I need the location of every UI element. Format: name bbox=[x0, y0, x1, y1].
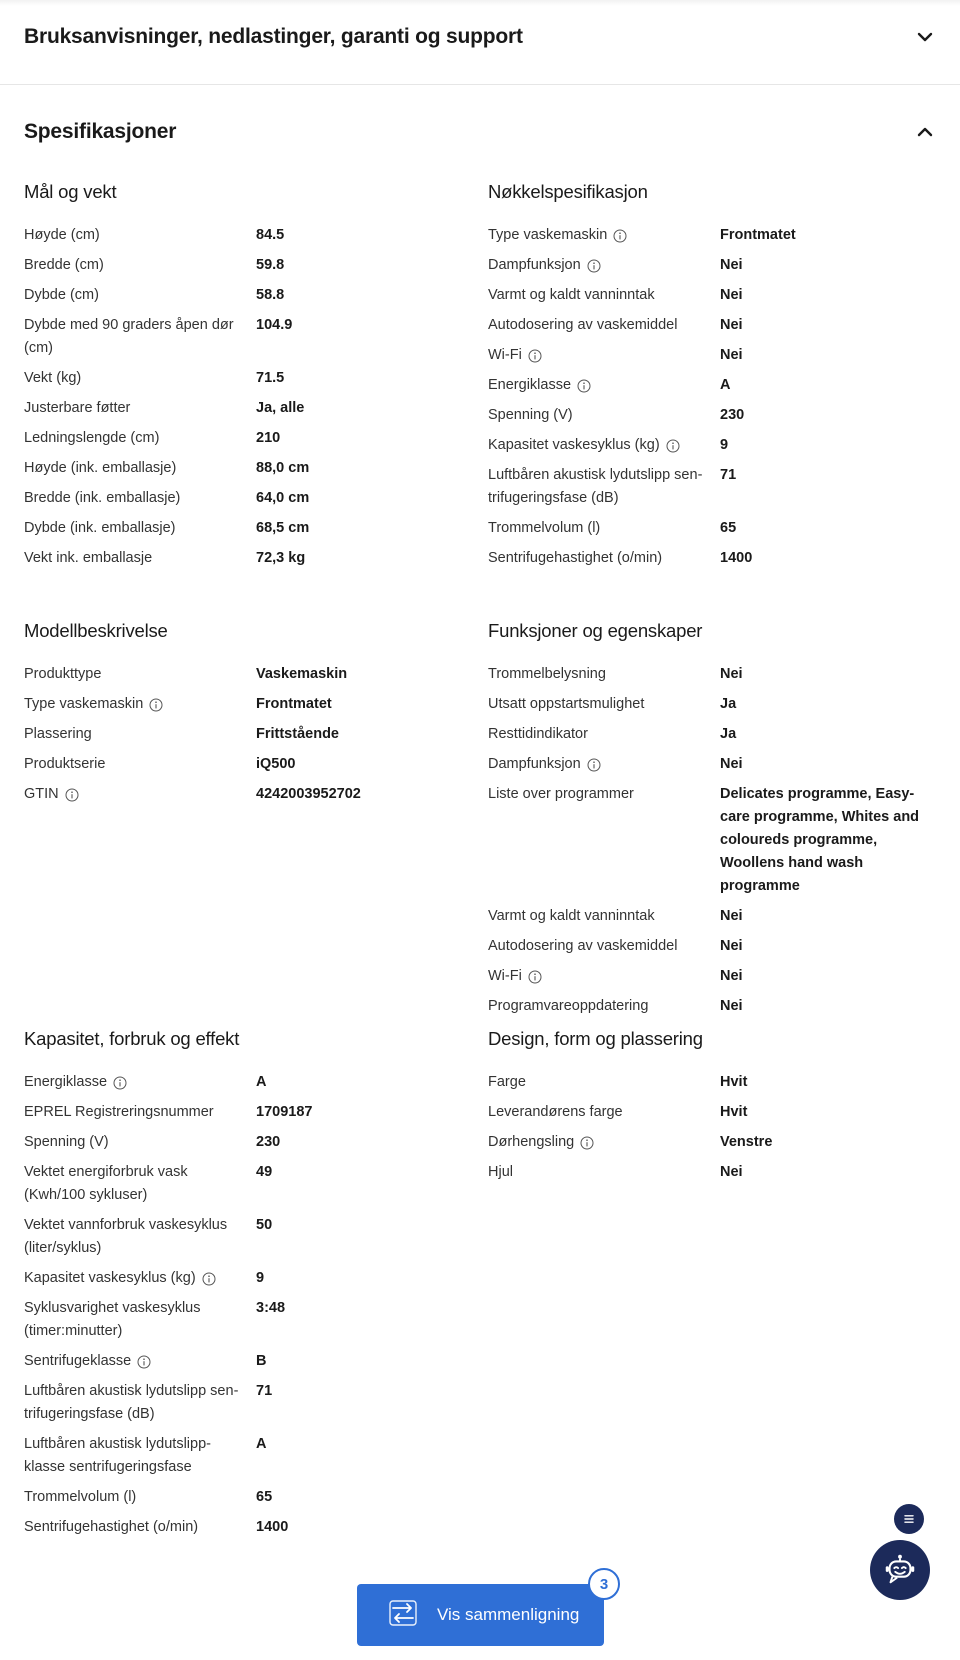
compare-arrows-icon bbox=[387, 1597, 419, 1634]
spec-label-text: Dørhengsling bbox=[488, 1133, 575, 1150]
spec-value: iQ500 bbox=[256, 755, 296, 772]
info-icon[interactable] bbox=[613, 229, 627, 243]
spec-group-design bbox=[488, 1025, 928, 1187]
spec-label-text: Trommelvolum (l) bbox=[488, 519, 601, 536]
spec-label-text: Liste over programmer bbox=[488, 785, 634, 802]
spec-row-plassering bbox=[24, 719, 464, 749]
spec-label bbox=[488, 663, 720, 686]
spec-value: 71 bbox=[720, 466, 737, 483]
spec-value: A bbox=[256, 1435, 267, 1452]
spec-label bbox=[488, 464, 720, 510]
spec-label-text: Energiklasse bbox=[24, 1073, 108, 1090]
spec-label bbox=[488, 1101, 720, 1124]
spec-row-sentrifugehastighet-o-min bbox=[488, 543, 928, 573]
spec-label-text: Type vaskemaskin bbox=[24, 695, 144, 712]
spec-label-text: Energiklasse bbox=[488, 376, 572, 393]
spec-value: 72,3 kg bbox=[256, 549, 306, 566]
spec-row-wi-fi bbox=[488, 340, 928, 370]
spec-label bbox=[488, 1161, 720, 1184]
spec-label bbox=[488, 1131, 720, 1154]
spec-group-capacity bbox=[24, 1025, 464, 1542]
accordion-specs-title: Spesifikasjoner bbox=[24, 120, 177, 143]
spec-label-text: Vektet energiforbruk vask (Kwh/100 sykluser) bbox=[24, 1163, 188, 1203]
spec-value: 65 bbox=[256, 1488, 273, 1505]
spec-value: 1400 bbox=[720, 549, 753, 566]
spec-label bbox=[24, 224, 256, 247]
spec-group-title: Design, form og plassering bbox=[488, 1028, 703, 1049]
spec-label bbox=[24, 487, 256, 510]
spec-row-vekt-ink-emballasje bbox=[24, 543, 464, 573]
spec-value: Vaskemaskin bbox=[256, 665, 348, 682]
spec-label bbox=[24, 783, 256, 806]
spec-label-text: Autodosering av vaskemiddel bbox=[488, 937, 678, 954]
spec-label-text: Wi-Fi bbox=[488, 967, 522, 984]
spec-label bbox=[24, 1433, 256, 1479]
spec-row-produktserie bbox=[24, 749, 464, 779]
spec-label-text: Produktserie bbox=[24, 755, 106, 772]
spec-row-varmt-og-kaldt-vanninntak bbox=[488, 901, 928, 931]
spec-row-autodosering-av-vaskemiddel bbox=[488, 310, 928, 340]
spec-label-text: Produkttype bbox=[24, 665, 102, 682]
menu-icon bbox=[901, 1511, 917, 1527]
spec-label bbox=[488, 995, 720, 1018]
spec-label bbox=[24, 367, 256, 390]
spec-label bbox=[24, 1380, 256, 1426]
spec-value: Delicates programme, Easy-care programme, Whites and coloureds programme, Woollens hand wash programme bbox=[720, 785, 920, 894]
spec-label bbox=[24, 1101, 256, 1124]
spec-label-text: Resttidindikator bbox=[488, 725, 588, 742]
spec-row-trommelvolum-l bbox=[24, 1482, 464, 1512]
spec-label bbox=[24, 1071, 256, 1094]
spec-label-text: Ledningslengde (cm) bbox=[24, 429, 160, 446]
spec-row-spenning-v bbox=[24, 1127, 464, 1157]
spec-label-text: Vektet vannforbruk vaskesyklus (liter/syklus) bbox=[24, 1216, 228, 1256]
spec-value: 1709187 bbox=[256, 1103, 313, 1120]
spec-label-text: Leverandørens farge bbox=[488, 1103, 623, 1120]
chevron-up-icon[interactable] bbox=[914, 121, 936, 143]
spec-row-trommelbelysning bbox=[488, 659, 928, 689]
spec-value: Nei bbox=[720, 286, 743, 303]
spec-label-text: Luftbåren akustisk lydutslipp sen-trifugeringsfase (dB) bbox=[488, 466, 703, 506]
spec-value: A bbox=[256, 1073, 267, 1090]
spec-value: Frontmatet bbox=[720, 226, 796, 243]
spec-value: 71.5 bbox=[256, 369, 285, 386]
spec-label-text: Spenning (V) bbox=[24, 1133, 109, 1150]
spec-label-text: Vekt ink. emballasje bbox=[24, 549, 153, 566]
spec-row-sentrifugeklasse bbox=[24, 1346, 464, 1376]
spec-label-text: Wi-Fi bbox=[488, 346, 522, 363]
spec-label bbox=[24, 663, 256, 686]
chevron-down-icon[interactable] bbox=[914, 26, 936, 48]
spec-row-programvareoppdatering bbox=[488, 991, 928, 1021]
compare-button[interactable] bbox=[357, 1584, 604, 1646]
spec-row-justerbare-f-tter bbox=[24, 393, 464, 423]
spec-value: Nei bbox=[720, 665, 743, 682]
spec-group-key-specs bbox=[488, 178, 928, 573]
spec-label-text: Sentrifugehastighet (o/min) bbox=[488, 549, 663, 566]
spec-label bbox=[24, 1486, 256, 1509]
spec-label bbox=[488, 314, 720, 337]
spec-value: B bbox=[256, 1352, 267, 1369]
spec-label-text: Trommelvolum (l) bbox=[24, 1488, 137, 1505]
spec-label bbox=[488, 224, 720, 247]
spec-row-leverand-rens-farge bbox=[488, 1097, 928, 1127]
spec-label-text: Spenning (V) bbox=[488, 406, 573, 423]
spec-row-luftb-ren-akustisk-lydutslipp-sen-trifugeringsfase-db bbox=[24, 1376, 464, 1429]
spec-group-dimensions bbox=[24, 178, 464, 573]
spec-row-luftb-ren-akustisk-lydutslipp-sen-trifugeringsfase-db bbox=[488, 460, 928, 513]
info-icon[interactable] bbox=[587, 259, 601, 273]
spec-value: 49 bbox=[256, 1163, 273, 1180]
compare-count-badge: 3 bbox=[588, 1568, 620, 1600]
spec-row-ledningslengde-cm bbox=[24, 423, 464, 453]
spec-value: 230 bbox=[256, 1133, 281, 1150]
spec-label-text: Dampfunksjon bbox=[488, 256, 581, 273]
spec-label bbox=[24, 723, 256, 746]
spec-value: Nei bbox=[720, 1163, 743, 1180]
spec-value: 68,5 cm bbox=[256, 519, 310, 536]
spec-row-dybde-cm bbox=[24, 280, 464, 310]
spec-label-text: Bredde (ink. emballasje) bbox=[24, 489, 181, 506]
spec-value: 210 bbox=[256, 429, 281, 446]
spec-value: 58.8 bbox=[256, 286, 285, 303]
menu-button[interactable] bbox=[894, 1504, 924, 1534]
spec-label-text: Dybde (cm) bbox=[24, 286, 99, 303]
spec-label-text: Autodosering av vaskemiddel bbox=[488, 316, 678, 333]
spec-label bbox=[488, 434, 720, 457]
spec-row-bredde-cm bbox=[24, 250, 464, 280]
spec-group-title: Funksjoner og egenskaper bbox=[488, 620, 703, 641]
spec-value: 84.5 bbox=[256, 226, 285, 243]
spec-value: Ja bbox=[720, 695, 737, 712]
spec-value: 4242003952702 bbox=[256, 785, 361, 802]
spec-value: 3:48 bbox=[256, 1299, 286, 1316]
spec-row-kapasitet-vaskesyklus-kg bbox=[24, 1263, 464, 1293]
spec-label-text: Syklusvarighet vaskesyklus (timer:minutter) bbox=[24, 1299, 201, 1339]
spec-row-dampfunksjon bbox=[488, 250, 928, 280]
spec-label-text: Kapasitet vaskesyklus (kg) bbox=[488, 436, 660, 453]
spec-value: Nei bbox=[720, 937, 743, 954]
spec-value: 9 bbox=[256, 1269, 265, 1286]
spec-label bbox=[24, 254, 256, 277]
spec-row-dampfunksjon bbox=[488, 749, 928, 779]
spec-value: Nei bbox=[720, 907, 743, 924]
spec-row-syklusvarighet-vaskesyklus-timer-minutter bbox=[24, 1293, 464, 1346]
info-icon[interactable] bbox=[580, 1136, 594, 1150]
spec-label-text: Luftbåren akustisk lydutslipp sen-trifugeringsfase (dB) bbox=[24, 1382, 239, 1422]
spec-value: 88,0 cm bbox=[256, 459, 310, 476]
compare-button-label: Vis sammenligning bbox=[437, 1605, 580, 1624]
spec-label bbox=[24, 314, 256, 360]
spec-label bbox=[24, 427, 256, 450]
spec-group-model bbox=[24, 617, 464, 809]
spec-row-liste-over-programmer bbox=[488, 779, 928, 901]
spec-row-eprel-registreringsnummer bbox=[24, 1097, 464, 1127]
info-icon[interactable] bbox=[65, 788, 79, 802]
spec-value: Nei bbox=[720, 755, 743, 772]
spec-row-d-rhengsling bbox=[488, 1127, 928, 1157]
spec-label bbox=[24, 457, 256, 480]
spec-label bbox=[488, 1071, 720, 1094]
spec-label bbox=[24, 693, 256, 716]
assistant-button[interactable] bbox=[870, 1540, 930, 1600]
spec-label bbox=[24, 547, 256, 570]
spec-label-text: Luftbåren akustisk lydutslipp-klasse sentrifugeringsfase bbox=[24, 1435, 211, 1475]
spec-row-luftb-ren-akustisk-lydutslipp-klasse-sentrifugeringsfase bbox=[24, 1429, 464, 1482]
info-icon[interactable] bbox=[666, 439, 680, 453]
spec-row-vektet-energiforbruk-vask-kwh-100-sykluser bbox=[24, 1157, 464, 1210]
spec-row-varmt-og-kaldt-vanninntak bbox=[488, 280, 928, 310]
accordion-specs-header[interactable] bbox=[24, 115, 936, 149]
spec-label bbox=[24, 517, 256, 540]
spec-value: Nei bbox=[720, 967, 743, 984]
spec-row-sentrifugehastighet-o-min bbox=[24, 1512, 464, 1542]
spec-label-text: Dybde med 90 graders åpen dør (cm) bbox=[24, 316, 234, 356]
spec-row-dybde-med-90-graders-pen-d-r-cm bbox=[24, 310, 464, 363]
spec-label-text: Utsatt oppstartsmulighet bbox=[488, 695, 645, 712]
spec-group-title: Mål og vekt bbox=[24, 181, 117, 202]
spec-label bbox=[488, 753, 720, 776]
spec-group-functions bbox=[488, 617, 928, 1021]
info-icon[interactable] bbox=[202, 1272, 216, 1286]
spec-row-utsatt-oppstartsmulighet bbox=[488, 689, 928, 719]
info-icon[interactable] bbox=[528, 349, 542, 363]
spec-label-text: Farge bbox=[488, 1073, 526, 1090]
spec-label bbox=[488, 344, 720, 367]
spec-row-type-vaskemaskin bbox=[24, 689, 464, 719]
spec-value: 1400 bbox=[256, 1518, 289, 1535]
spec-label bbox=[488, 254, 720, 277]
spec-label bbox=[24, 397, 256, 420]
spec-value: Nei bbox=[720, 346, 743, 363]
spec-value: Frittstående bbox=[256, 725, 339, 742]
spec-label-text: Høyde (cm) bbox=[24, 226, 100, 243]
spec-label-text: Varmt og kaldt vanninntak bbox=[488, 286, 655, 303]
spec-value: Nei bbox=[720, 316, 743, 333]
spec-row-gtin bbox=[24, 779, 464, 809]
top-shadow bbox=[0, 0, 960, 6]
spec-label bbox=[488, 693, 720, 716]
spec-label bbox=[488, 517, 720, 540]
spec-row-farge bbox=[488, 1067, 928, 1097]
section-divider bbox=[0, 84, 960, 85]
spec-label bbox=[24, 1161, 256, 1207]
spec-value: 71 bbox=[256, 1382, 273, 1399]
spec-value: Ja, alle bbox=[256, 399, 305, 416]
spec-label bbox=[24, 753, 256, 776]
spec-label bbox=[24, 284, 256, 307]
spec-label-text: GTIN bbox=[24, 785, 59, 802]
spec-value: 50 bbox=[256, 1216, 273, 1233]
spec-label-text: Hjul bbox=[488, 1163, 513, 1180]
spec-label bbox=[24, 1516, 256, 1539]
spec-value: Nei bbox=[720, 997, 743, 1014]
spec-row-h-yde-cm bbox=[24, 220, 464, 250]
spec-label-text: Plassering bbox=[24, 725, 92, 742]
spec-label bbox=[488, 905, 720, 928]
spec-label bbox=[488, 723, 720, 746]
spec-label bbox=[488, 783, 720, 806]
spec-row-energiklasse bbox=[24, 1067, 464, 1097]
spec-label-text: EPREL Registreringsnummer bbox=[24, 1103, 214, 1120]
spec-label-text: Sentrifugeklasse bbox=[24, 1352, 132, 1369]
spec-row-spenning-v bbox=[488, 400, 928, 430]
spec-value: 230 bbox=[720, 406, 745, 423]
accordion-manuals-header[interactable] bbox=[24, 20, 936, 54]
spec-row-produkttype bbox=[24, 659, 464, 689]
spec-value: 65 bbox=[720, 519, 737, 536]
spec-row-trommelvolum-l bbox=[488, 513, 928, 543]
info-icon[interactable] bbox=[577, 379, 591, 393]
spec-value: 104.9 bbox=[256, 316, 293, 333]
spec-label-text: Sentrifugehastighet (o/min) bbox=[24, 1518, 199, 1535]
spec-label-text: Dampfunksjon bbox=[488, 755, 581, 772]
spec-label bbox=[488, 284, 720, 307]
accordion-manuals-title: Bruksanvisninger, nedlastinger, garanti og support bbox=[24, 25, 523, 48]
spec-row-hjul bbox=[488, 1157, 928, 1187]
spec-value: Venstre bbox=[720, 1133, 773, 1150]
info-icon[interactable] bbox=[587, 758, 601, 772]
spec-value: 9 bbox=[720, 436, 729, 453]
spec-label-text: Trommelbelysning bbox=[488, 665, 606, 682]
spec-row-bredde-ink-emballasje bbox=[24, 483, 464, 513]
spec-value: A bbox=[720, 376, 731, 393]
spec-label bbox=[24, 1297, 256, 1343]
spec-label bbox=[488, 935, 720, 958]
info-icon[interactable] bbox=[137, 1355, 151, 1369]
spec-label bbox=[488, 547, 720, 570]
assistant-bot-icon bbox=[881, 1551, 919, 1589]
info-icon[interactable] bbox=[113, 1076, 127, 1090]
spec-label-text: Bredde (cm) bbox=[24, 256, 104, 273]
spec-label-text: Høyde (ink. emballasje) bbox=[24, 459, 177, 476]
spec-value: 64,0 cm bbox=[256, 489, 310, 506]
spec-value: Hvit bbox=[720, 1073, 748, 1090]
info-icon[interactable] bbox=[528, 970, 542, 984]
spec-group-title: Kapasitet, forbruk og effekt bbox=[24, 1028, 240, 1049]
info-icon[interactable] bbox=[149, 698, 163, 712]
spec-value: Nei bbox=[720, 256, 743, 273]
spec-row-vekt-kg bbox=[24, 363, 464, 393]
spec-group-title: Nøkkelspesifikasjon bbox=[488, 181, 648, 202]
spec-label bbox=[24, 1131, 256, 1154]
spec-row-h-yde-ink-emballasje bbox=[24, 453, 464, 483]
spec-label bbox=[24, 1267, 256, 1290]
spec-label bbox=[24, 1350, 256, 1373]
spec-value: 59.8 bbox=[256, 256, 285, 273]
spec-label bbox=[488, 404, 720, 427]
spec-row-wi-fi bbox=[488, 961, 928, 991]
spec-label-text: Type vaskemaskin bbox=[488, 226, 608, 243]
spec-label-text: Programvareoppdatering bbox=[488, 997, 649, 1014]
spec-row-kapasitet-vaskesyklus-kg bbox=[488, 430, 928, 460]
spec-label bbox=[24, 1214, 256, 1260]
spec-row-resttidindikator bbox=[488, 719, 928, 749]
spec-group-title: Modellbeskrivelse bbox=[24, 620, 168, 641]
spec-label-text: Varmt og kaldt vanninntak bbox=[488, 907, 655, 924]
spec-row-vektet-vannforbruk-vaskesyklus-liter-syklus bbox=[24, 1210, 464, 1263]
spec-value: Hvit bbox=[720, 1103, 748, 1120]
spec-label bbox=[488, 374, 720, 397]
spec-label-text: Dybde (ink. emballasje) bbox=[24, 519, 176, 536]
spec-value: Frontmatet bbox=[256, 695, 332, 712]
spec-row-energiklasse bbox=[488, 370, 928, 400]
spec-label-text: Kapasitet vaskesyklus (kg) bbox=[24, 1269, 196, 1286]
spec-row-autodosering-av-vaskemiddel bbox=[488, 931, 928, 961]
spec-label bbox=[488, 965, 720, 988]
spec-row-type-vaskemaskin bbox=[488, 220, 928, 250]
spec-row-dybde-ink-emballasje bbox=[24, 513, 464, 543]
spec-value: Ja bbox=[720, 725, 737, 742]
spec-label-text: Vekt (kg) bbox=[24, 369, 82, 386]
spec-label-text: Justerbare føtter bbox=[24, 399, 131, 416]
